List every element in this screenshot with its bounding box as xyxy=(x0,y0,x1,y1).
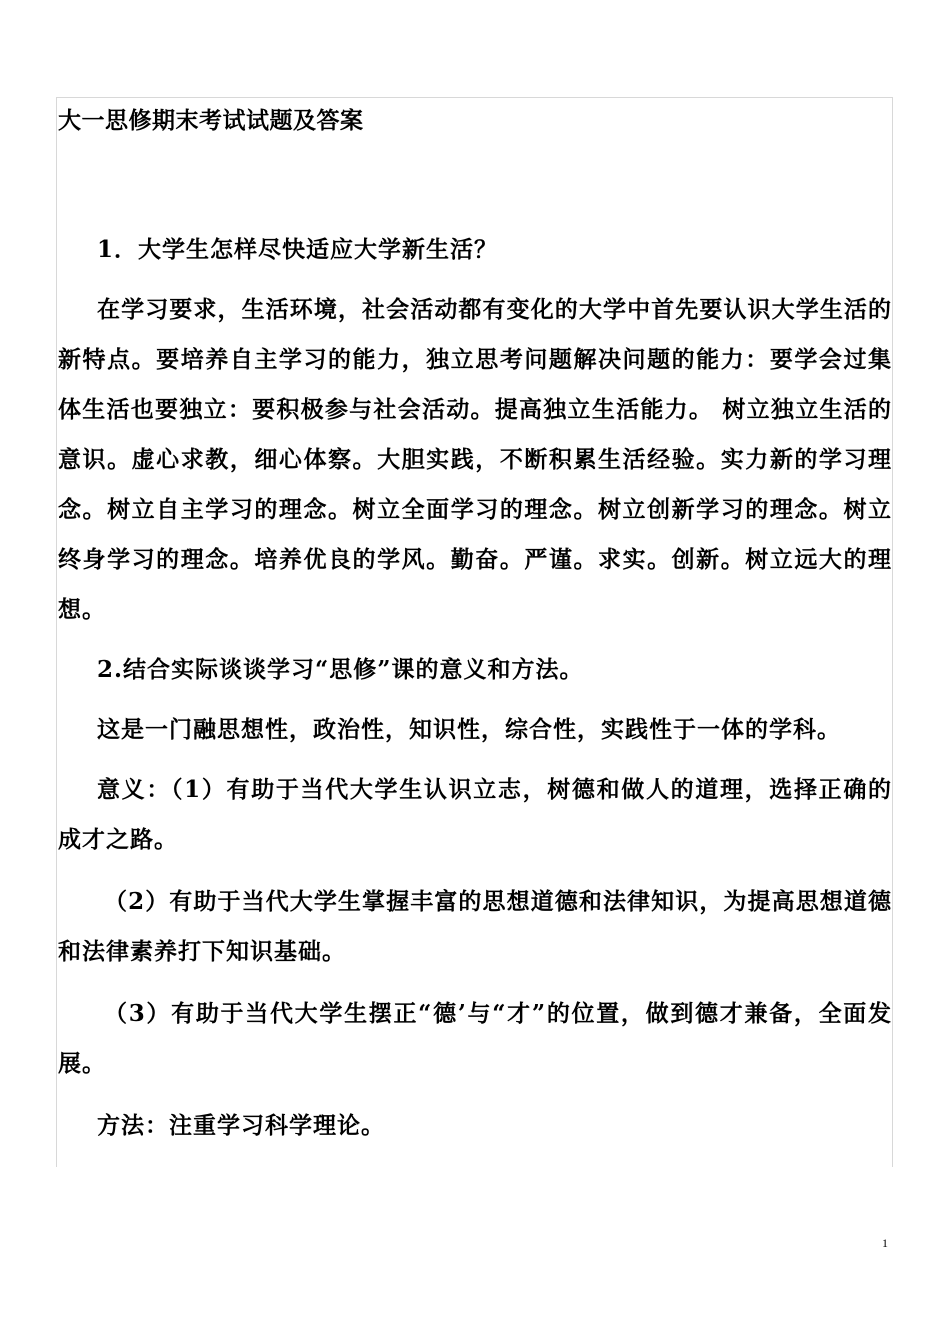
answer-2-meaning-1: 意义：（1）有助于当代大学生认识立志，树德和做人的道理，选择正确的成才之路。 xyxy=(58,776,892,853)
answer-2-meaning-3: （3）有助于当代大学生摆正“德’与“才”的位置，做到德才兼备，全面发展。 xyxy=(58,1000,892,1077)
answer-2-meaning-2: （2）有助于当代大学生掌握丰富的思想道德和法律知识，为提高思想道德和法律素养打下知识基础。 xyxy=(58,888,892,965)
question-2: 2.结合实际谈谈学习“思修”课的意义和方法。 xyxy=(97,656,584,683)
document-body xyxy=(58,97,892,1151)
document-title: 大一思修期末考试试题及答案 xyxy=(58,107,364,134)
page-number: 1 xyxy=(882,1236,888,1250)
answer-2-intro: 这是一门融思想性，政治性，知识性，综合性，实践性于一体的学科。 xyxy=(97,716,841,743)
answer-1: 在学习要求，生活环境，社会活动都有变化的大学中首先要认识大学生活的新特点。要培养自主学习的能力，独立思考问题解决问题的能力：要学会过集体生活也要独立：要积极参与社会活动。提高独立生活能力。 树立独立生活的意识。虚心求教，细心体察。大胆实践，不断积累生活经验。实力新的学习理念。树立自主学习的理念。树立全面学习的理念。树立创新学习的理念。树立终身学习的理念。培养优良的学风。勤奋。严谨。求实。创新。树立远大的理想。 xyxy=(58,296,892,623)
answer-2-method: 方法：注重学习科学理论。 xyxy=(97,1112,385,1139)
title-spacer xyxy=(58,145,892,225)
question-1: 1．大学生怎样尽快适应大学新生活？ xyxy=(97,236,499,263)
